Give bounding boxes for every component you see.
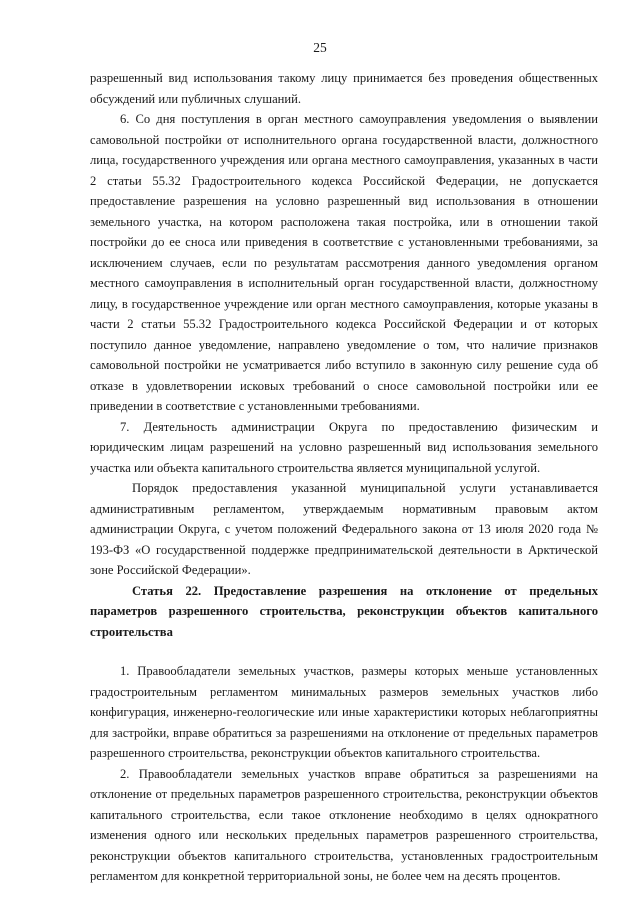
document-body — [90, 68, 598, 887]
paragraph-order: Порядок предоставления указанной муниципальной услуги устанавливается административным регламентом, утверждаемым нормативным правовым актом администрации Округа, с учетом положений Федерального закона от 13 июля 2020 года № 193-ФЗ «О государственной поддержке предпринимательской деятельности в Арктической зоне Российской Федерации». — [90, 481, 598, 577]
page-number: 25 — [313, 40, 327, 55]
paragraph-7: 7. Деятельность администрации Округа по предоставлению физическим и юридическим лицам разрешений на условно разрешенный вид использования земельного участка или объекта капитального строительства является муниципальной услугой. — [90, 419, 598, 475]
article-22-paragraph-2: 2. Правообладатели земельных участков вправе обратиться за разрешениями на отклонение от предельных параметров разрешенного строительства, реконструкции объектов капитального строительства, если такое отклонение необходимо в целях однократного изменения одного или нескольких предельных параметров разрешенного строительства, реконструкции объектов капитального строительства, установленных градостроительным регламентом для конкретной территориальной зоны, не более чем на десять процентов. — [90, 766, 598, 883]
article-22-heading: Статья 22. Предоставление разрешения на отклонение от предельных параметров разрешенного строительства, реконструкции объектов капитального строительства — [90, 583, 598, 639]
article-22-paragraph-1: 1. Правообладатели земельных участков, размеры которых меньше установленных градостроительным регламентом минимальных размеров земельных участков либо конфигурация, инженерно-геологические или иные характеристики которых неблагоприятны для застройки, вправе обратиться за разрешениями на отклонение от предельных параметров разрешенного строительства, реконструкции объектов капитального строительства. — [90, 664, 598, 760]
paragraph-6: 6. Со дня поступления в орган местного самоуправления уведомления о выявлении самовольной постройки от исполнительного органа государственной власти, должностного лица, государственного учреждения или органа местного самоуправления, указанных в части 2 статьи 55.32 Градостроительного кодекса Российской Федерации, не допускается предоставление разрешения на условно разрешенный вид использования в отношении земельного участка, на котором расположена такая постройка, или в отношении такой постройки до ее сноса или приведения в соответствие с установленными требованиями, за исключением случаев, если по результатам рассмотрения данного уведомления органом местного самоуправления в исполнительный орган государственной власти, должностному лицу, в государственное учреждение или орган местного самоуправления, которые указаны в части 2 статьи 55.32 Градостроительного кодекса Российской Федерации и от которых поступило данное уведомление, направлено уведомление о том, что наличие признаков самовольной постройки не усматривается либо вступило в законную силу решение суда об отказе в удовлетворении исковых требований о сносе самовольной постройки или ее приведении в соответствие с установленными требованиями. — [90, 112, 598, 413]
paragraph-continued: разрешенный вид использования такому лицу принимается без проведения общественных обсуждений или публичных слушаний. — [90, 71, 598, 106]
